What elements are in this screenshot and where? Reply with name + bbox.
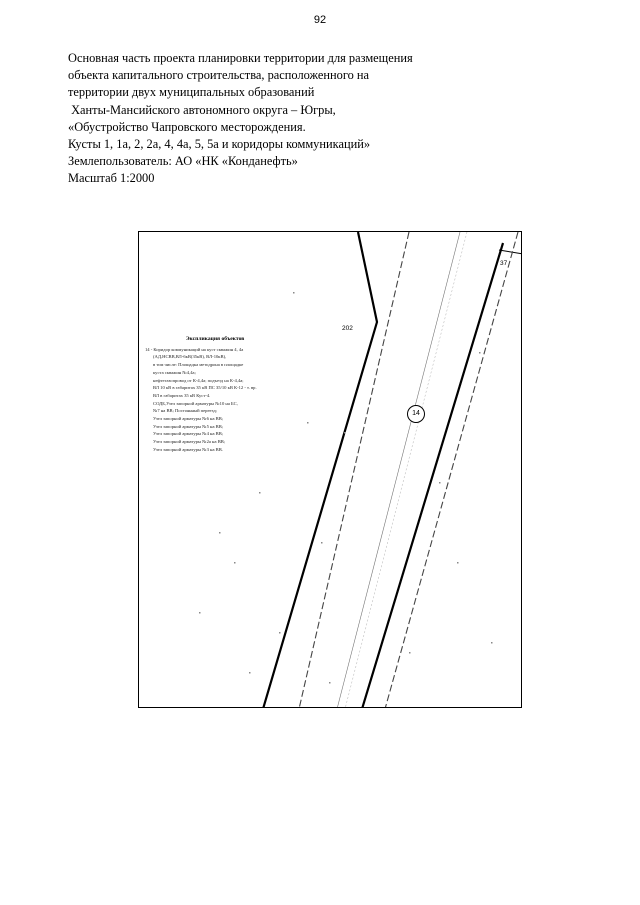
legend-line: ВЛ 10 кВ в габаритах 35 кВ ПС 35/10 кВ К-12 - т. вр.: [153, 385, 257, 391]
legend-line: в том числе: Площадка методрона в площадке: [153, 362, 244, 368]
parcel-37-boundary: [499, 250, 522, 254]
territory-boundary-left: [263, 232, 377, 708]
legend-line: №7 на ВВ; Постоянный переезд;: [153, 408, 217, 414]
legend-title: Экспликация объектов: [185, 336, 245, 342]
title-line: объекта капитального строительства, расположенного на: [68, 68, 370, 83]
legend-line: Узел запорной арматуры №3 на ВВ.: [153, 446, 223, 452]
legend-line: СОДБ,Узел запорной арматуры №10 на БС,: [153, 400, 238, 406]
legend-line: куста скважин №4,4а;: [153, 369, 196, 375]
legend-line: нефтегазопровод от К-4,4а; подъезд на К-4,4а;: [153, 377, 244, 383]
corridor-dashed-line: [385, 232, 518, 708]
legend-line: Узел запорной арматуры №4 на ВВ;: [153, 431, 224, 437]
territory-boundary-right: [362, 243, 503, 708]
legend-line: Узел запорной арматуры №6 на ВВ;: [153, 416, 224, 422]
corridor-centre-line: [345, 232, 467, 708]
title-line: Ханты-Мансийского автономного округа – Югры,: [68, 102, 336, 117]
legend-line: 14 - Коридор коммуникаций на куст скважин 4, 4а: [145, 346, 244, 352]
zone-marker-14: 14: [407, 405, 425, 423]
legend-line: Узел запорной арматуры №2а на ВВ;: [153, 439, 226, 445]
plan-drawing: [139, 232, 522, 708]
title-line: Кусты 1, 1а, 2, 2а, 4, 4а, 5, 5а и коридоры коммуникаций»: [68, 137, 371, 152]
parcel-label-202: 202: [342, 325, 353, 332]
title-line: территории двух муниципальных образований: [68, 85, 315, 100]
legend-line: (АД,НСВВ,ВЛ-6кВ(35кВ), ВЛ-10кВ),: [153, 354, 227, 360]
parcel-label-37: 37: [500, 260, 508, 267]
title-line: Основная часть проекта планировки территории для размещения: [68, 51, 413, 65]
corridor-centre-line: [337, 232, 460, 708]
title-line: Землепользователь: АО «НК «Конданефть»: [68, 154, 298, 169]
page-number: 92: [313, 14, 327, 26]
legend-line: Узел запорной арматуры №5 на ВВ;: [153, 423, 224, 429]
title-line: «Обустройство Чапровского месторождения.: [68, 119, 306, 134]
objects-legend: [145, 336, 285, 454]
scale-line: Масштаб 1:2000: [68, 171, 155, 186]
legend-line: ВЛ в габаритах 35 кВ Куст-4.: [153, 392, 211, 398]
plan-map: [138, 231, 522, 708]
document-title-block: [68, 50, 488, 188]
corridor-dashed-line: [299, 232, 409, 708]
